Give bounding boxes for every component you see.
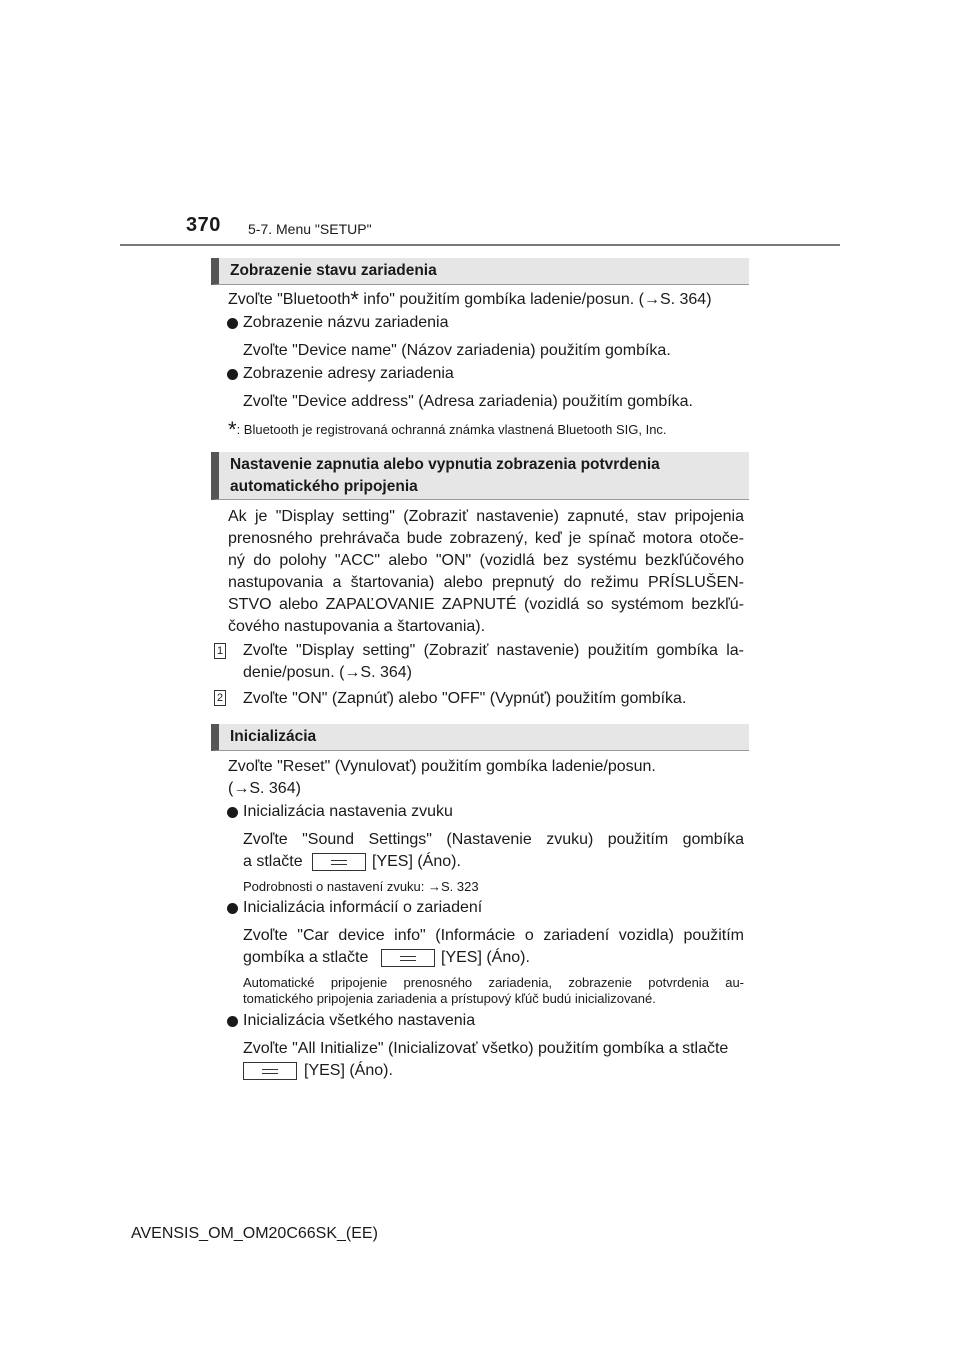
section-title: Inicializácia <box>230 728 317 745</box>
bullet-icon <box>227 369 238 380</box>
step-2: Zvoľte "ON" (Zapnúť) alebo "OFF" (Vypnúť) použitím gombíka. <box>243 690 687 707</box>
display-paragraph <box>228 506 744 638</box>
paragraph-line: STVO alebo ZAPAĽOVANIE ZAPNUTÉ (vozidlá so systémom bezkľú- <box>228 596 744 613</box>
bullet-icon <box>227 318 238 329</box>
bullet-text <box>243 925 744 947</box>
paragraph-line: nastupovania a štartovania) alebo prepnutý do režimu PRÍSLUŠEN- <box>228 574 744 591</box>
init-intro: Zvoľte "Reset" (Vynulovať) použitím gombíka ladenie/posun. <box>228 758 656 775</box>
section-heading-connection-display <box>211 452 749 500</box>
note: Podrobnosti o nastavení zvuku: →S. 323 <box>243 879 479 894</box>
bullet-text: Zvoľte "All Initialize" (Inicializovať všetko) použitím gombíka a stlačte <box>243 1040 729 1057</box>
enter-button-icon <box>312 853 366 871</box>
page-number: 370 <box>186 214 221 236</box>
bullet-text-line: [YES] (Áno). <box>304 1062 393 1079</box>
bullet-title: Zobrazenie názvu zariadenia <box>243 314 449 331</box>
step-number-1: 1 <box>214 643 226 659</box>
bullet-text: Zvoľte "Device name" (Názov zariadenia) použitím gombíka. <box>243 342 671 359</box>
text-line: Zvoľte "Car device info" (Informácie o zariadení vozidla) použitím <box>243 927 744 944</box>
section-title: Zobrazenie stavu zariadenia <box>230 262 437 279</box>
status-intro <box>228 289 712 311</box>
note-line: tomatického pripojenia zariadenia a prístupový kľúč budú inicializované. <box>243 991 656 1006</box>
step-line: denie/posun. (→S. 364) <box>243 664 412 681</box>
paragraph-line: prenosného prehrávača bude zobrazený, keď je spínač motora otoče- <box>228 530 744 547</box>
section-heading-initialization <box>211 724 749 751</box>
status-intro-ref: info" použitím gombíka ladenie/posun. (→S. 364) <box>358 291 712 308</box>
header-rule <box>120 244 840 246</box>
paragraph-line: ný do polohy "ACC" alebo "ON" (vozidlá bez systému bezkľúčového <box>228 552 744 569</box>
bullet-text-line: [YES] (Áno). <box>441 949 530 966</box>
bullet-text <box>243 829 744 851</box>
enter-button-icon <box>243 1062 297 1080</box>
paragraph-line: Ak je "Display setting" (Zobraziť nastavenie) zapnuté, stav pripojenia <box>228 508 744 525</box>
bullet-icon <box>227 903 238 914</box>
step-number-2: 2 <box>214 690 226 706</box>
bullet-title: Zobrazenie adresy zariadenia <box>243 365 454 382</box>
document-code: AVENSIS_OM_OM20C66SK_(EE) <box>131 1225 378 1242</box>
bullet-icon <box>227 807 238 818</box>
section-title-line: automatického pripojenia <box>230 477 418 495</box>
running-header: 5-7. Menu "SETUP" <box>248 221 372 237</box>
footnote-marker: * <box>350 287 359 312</box>
status-intro-text: Zvoľte "Bluetooth <box>228 291 351 308</box>
footnote-text: : Bluetooth je registrovaná ochranná známka vlastnená Bluetooth SIG, Inc. <box>236 422 667 437</box>
section-heading-device-status <box>211 258 749 285</box>
enter-button-icon <box>381 949 435 967</box>
bullet-text-line: [YES] (Áno). <box>372 853 461 870</box>
text-line: Zvoľte "Sound Settings" (Nastavenie zvuku) použitím gombíka <box>243 831 744 848</box>
bullet-text: Zvoľte "Device address" (Adresa zariadenia) použitím gombíka. <box>243 393 693 410</box>
bullet-text-line: a stlačte <box>243 853 303 870</box>
footnote-marker: * <box>228 417 237 442</box>
init-intro-ref: (→S. 364) <box>228 780 301 797</box>
note <box>243 975 744 1007</box>
note-line: Automatické pripojenie prenosného zariadenia, zobrazenie potvrdenia au- <box>243 975 744 990</box>
bullet-title: Inicializácia informácií o zariadení <box>243 899 483 916</box>
bullet-icon <box>227 1016 238 1027</box>
step-line: Zvoľte "Display setting" (Zobraziť nastavenie) použitím gombíka la- <box>243 642 744 659</box>
paragraph-line: čového nastupovania a štartovania). <box>228 618 486 635</box>
step-1 <box>243 640 744 684</box>
section-title-line: Nastavenie zapnutia alebo vypnutia zobrazenia potvrdenia <box>230 455 660 473</box>
footnote <box>228 417 667 442</box>
bullet-title: Inicializácia všetkého nastavenia <box>243 1012 476 1029</box>
bullet-text-line: gombíka a stlačte <box>243 949 369 966</box>
bullet-title: Inicializácia nastavenia zvuku <box>243 803 453 820</box>
